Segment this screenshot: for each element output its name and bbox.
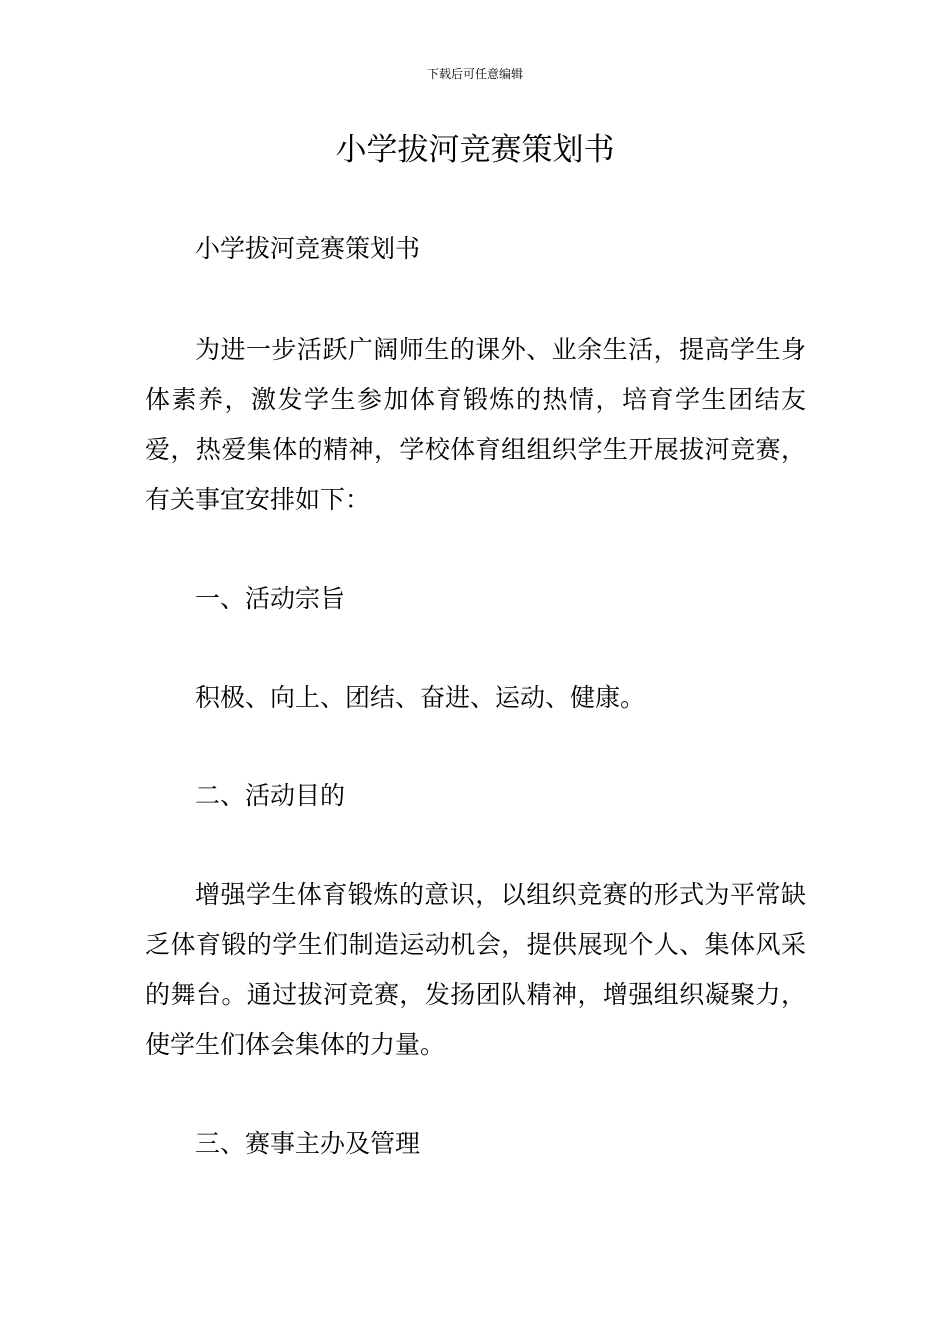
section-heading-goal: 二、活动目的 [195,781,346,810]
header-note: 下载后可任意编辑 [426,67,523,81]
section-heading-purpose: 一、活动宗旨 [195,584,346,613]
section-body-purpose: 积极、向上、团结、奋进、运动、健康。 [195,683,646,712]
section-body-goal: 增强学生体育锻炼的意识，以组织竞赛的形式为平常缺乏体育锻的学生们制造运动机会，提供展现个人、集体风采的舞台。通过拔河竞赛，发扬团队精神，增强组织凝聚力，使学生们体会集体的力量。 [145,880,806,1059]
section-heading-organizer: 三、赛事主办及管理 [195,1129,421,1158]
document-title: 小学拔河竞赛策划书 [335,132,615,168]
intro-paragraph: 为进一步活跃广阔师生的课外、业余生活，提高学生身体素养，激发学生参加体育锻炼的热情，培育学生团结友爱，热爱集体的精神，学校体育组组织学生开展拔河竞赛，有关事宜安排如下： [145,335,806,514]
document-subtitle: 小学拔河竞赛策划书 [195,234,421,263]
